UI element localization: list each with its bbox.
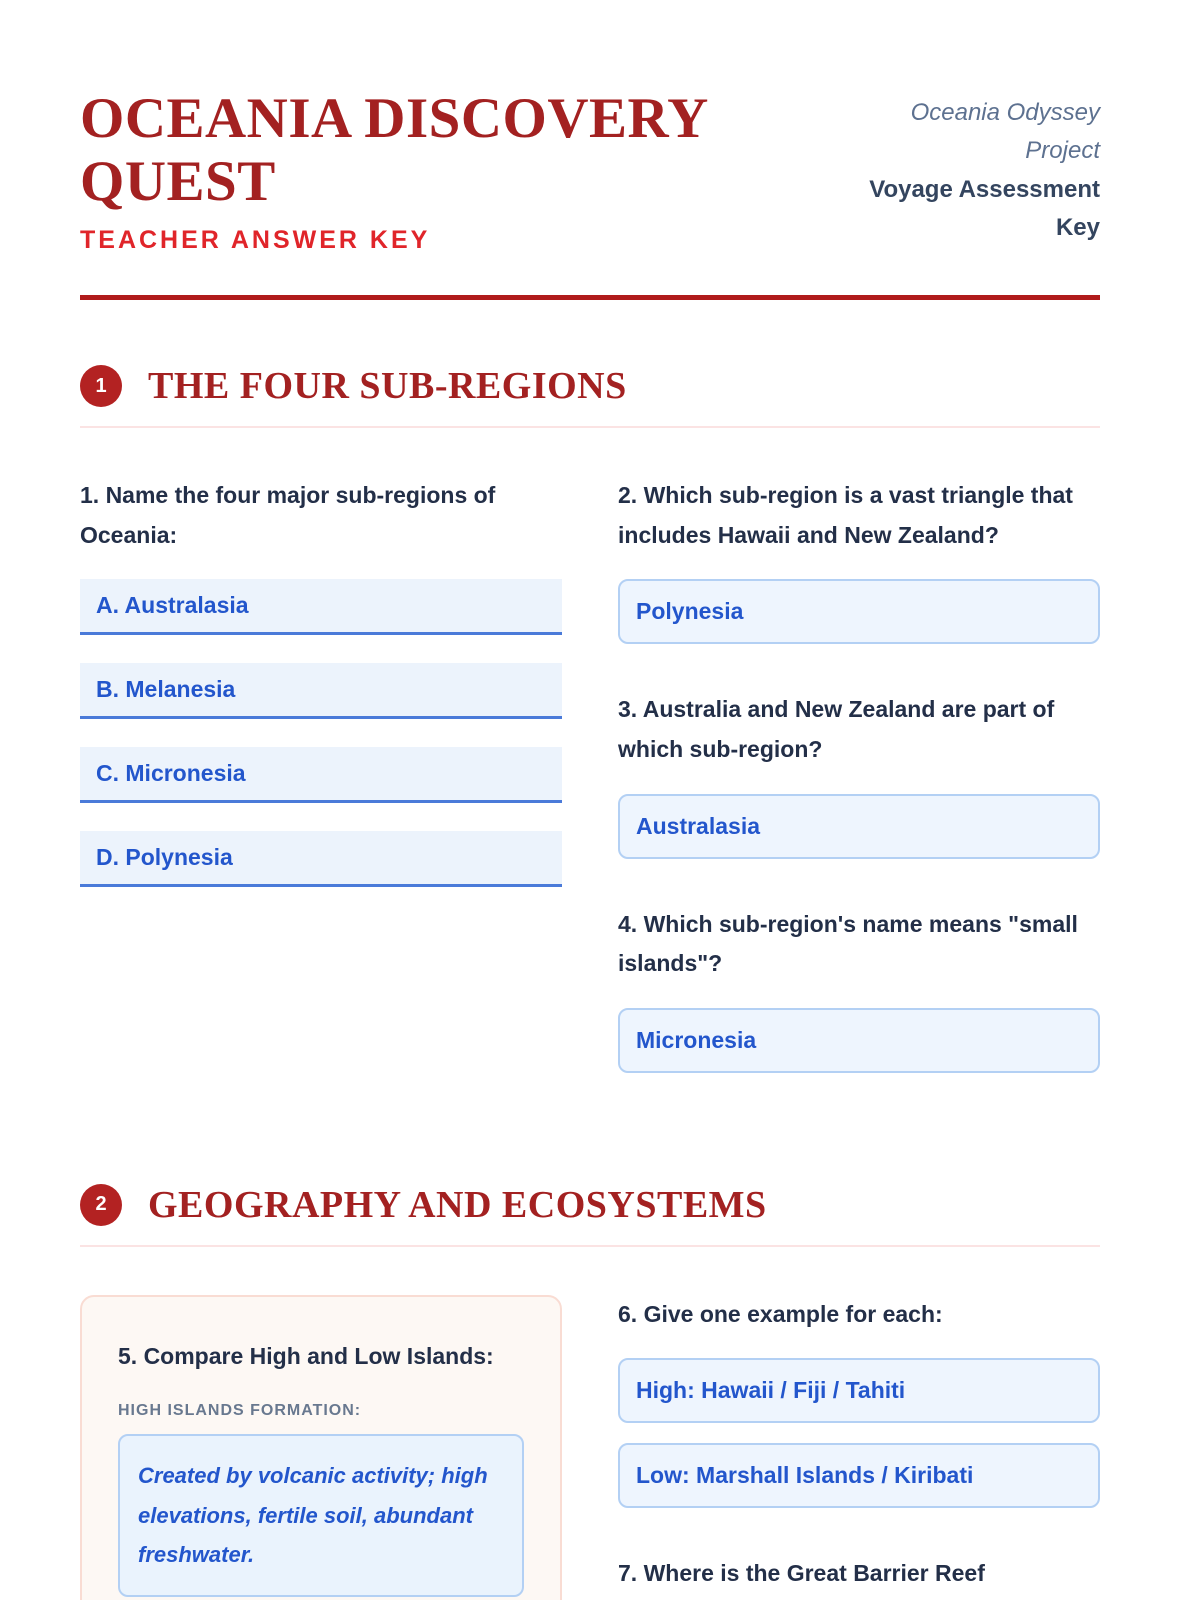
assessment-key-label: Voyage Assessment Key [869,175,1100,242]
question-1-prompt: 1. Name the four major sub-regions of Oceania: [80,482,496,548]
answer-item-a: A. Australasia [80,579,562,635]
document-header [80,88,1100,255]
header-divider [80,295,1100,300]
question-6-prompt: 6. Give one example for each: [618,1300,943,1327]
question-5-prompt: 5. Compare High and Low Islands: [118,1342,494,1369]
header-meta [850,88,1100,248]
project-name: Oceania Odyssey Project [910,99,1100,165]
section-2-grid [80,1295,1100,1600]
question-5-card [80,1295,562,1600]
section-1-title: THE FOUR SUB-REGIONS [148,365,627,408]
question-7-block [618,1554,1100,1594]
question-4-block [618,905,1100,1073]
high-islands-formation-label: HIGH ISLANDS FORMATION: [118,1402,362,1420]
question-4-answer: Micronesia [618,1008,1100,1073]
section-1-right-column [618,476,1100,1072]
section-2-badge: 2 [80,1184,122,1226]
section-1-header [80,364,1100,428]
section-1-grid [80,476,1100,1072]
question-3-prompt: 3. Australia and New Zealand are part of which sub-region? [618,696,1055,763]
question-3-answer: Australasia [618,794,1100,859]
question-6-answer-high: High: Hawaii / Fiji / Tahiti [618,1358,1100,1423]
question-7-prompt: 7. Where is the Great Barrier Reef [618,1560,985,1587]
question-2-block [618,476,1100,644]
page-subtitle: TEACHER ANSWER KEY [80,226,431,255]
question-3-block [618,690,1100,858]
answer-item-d: D. Polynesia [80,831,562,887]
section-2-title: GEOGRAPHY AND ECOSYSTEMS [148,1183,767,1226]
section-2-header [80,1183,1100,1247]
section-2-right-column [618,1295,1100,1600]
question-2-prompt: 2. Which sub-region is a vast triangle that includes Hawaii and New Zealand? [618,482,1073,548]
answer-item-b: B. Melanesia [80,663,562,719]
question-1-block [80,476,562,1072]
page-title: OCEANIA DISCOVERY QUEST [80,87,707,213]
question-6-answer-low: Low: Marshall Islands / Kiribati [618,1443,1100,1508]
question-5-answer: Created by volcanic activity; high elevations, fertile soil, abundant freshwater. [118,1434,524,1597]
section-1-badge: 1 [80,365,122,407]
question-4-prompt: 4. Which sub-region's name means "small islands"? [618,910,1078,977]
header-left [80,88,740,255]
question-2-answer: Polynesia [618,579,1100,644]
question-6-block [618,1295,1100,1509]
answer-item-c: C. Micronesia [80,747,562,803]
